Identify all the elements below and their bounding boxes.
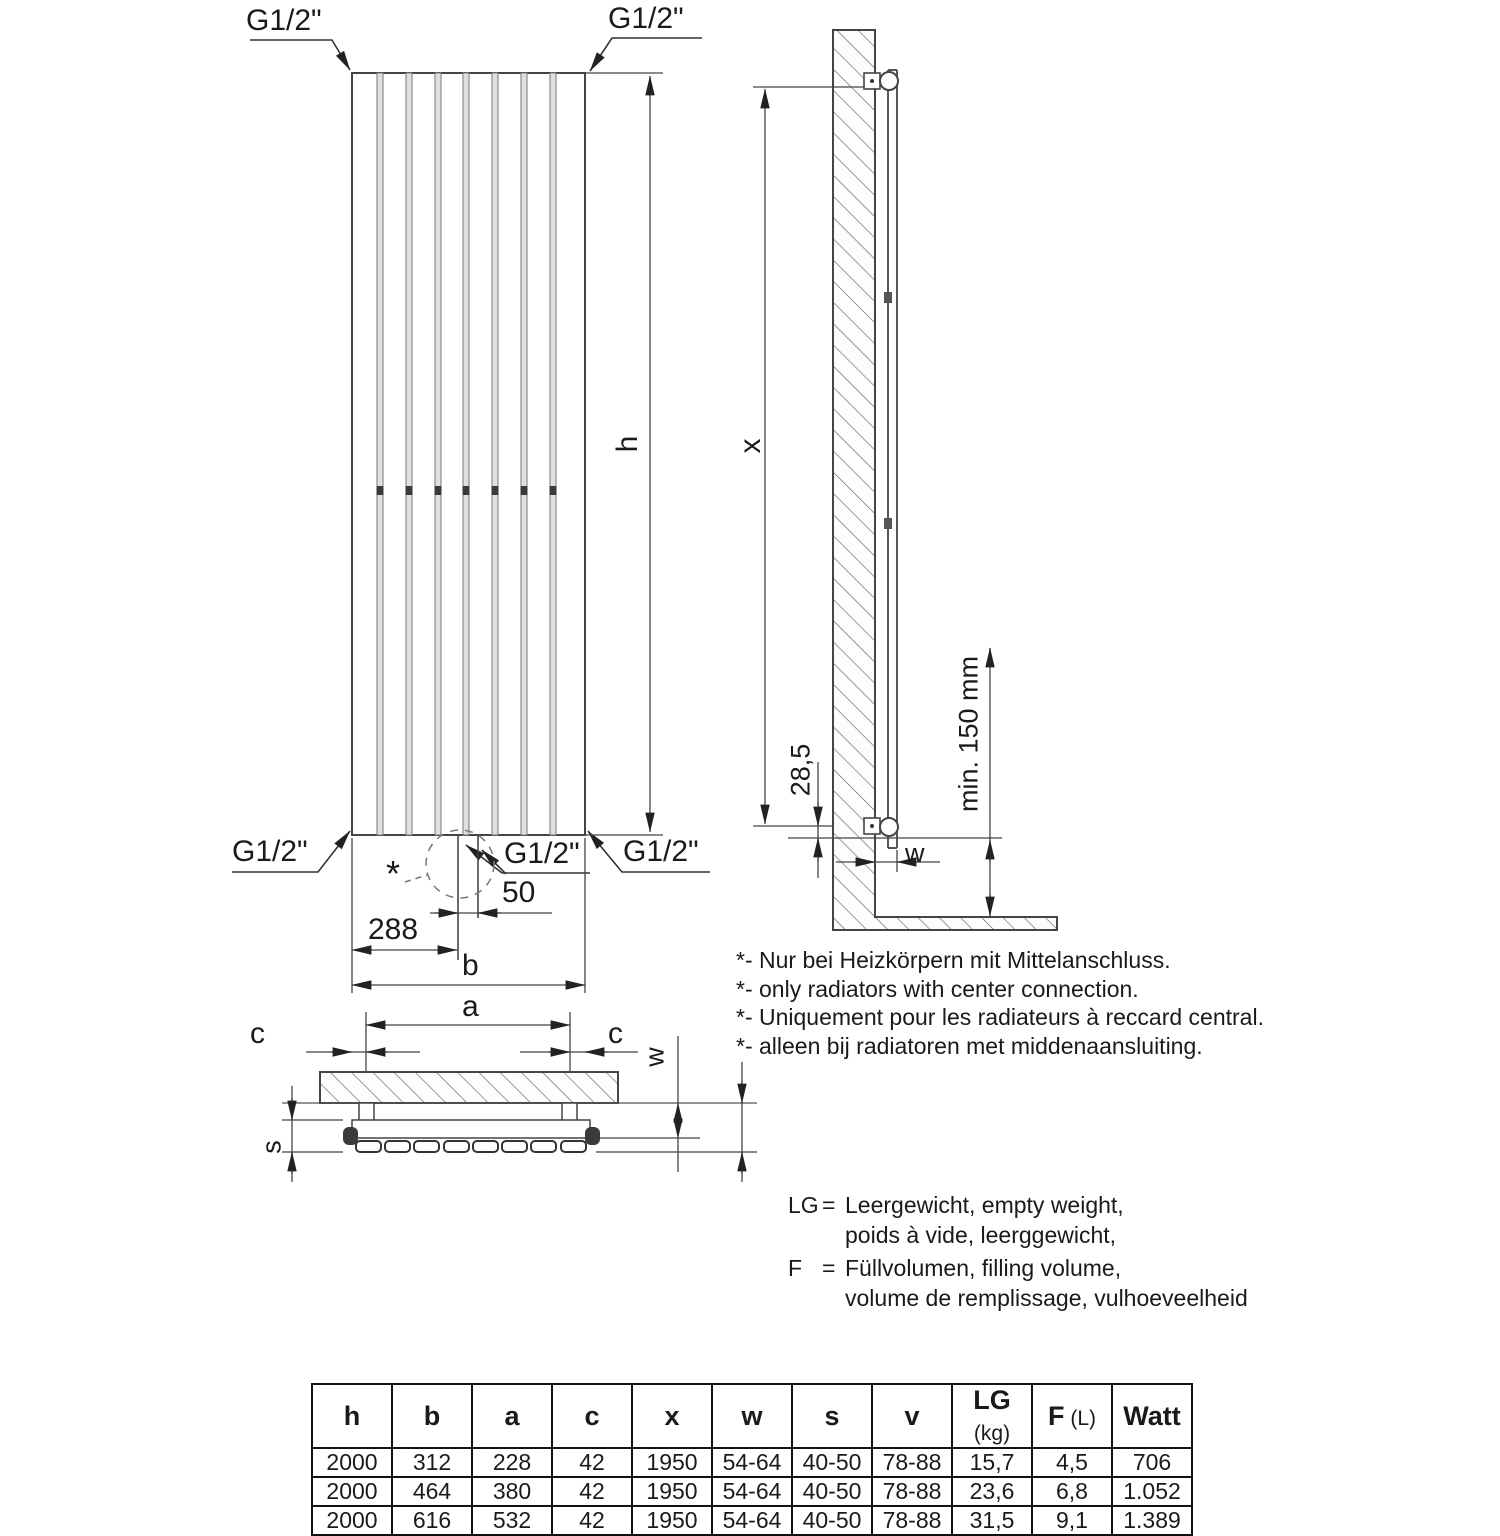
table-header-cell: s [792, 1384, 872, 1448]
connection-notes [736, 946, 1264, 1060]
table-cell: 312 [392, 1448, 472, 1477]
table-cell: 40-50 [792, 1477, 872, 1506]
legend-definition: Leergewicht, empty weight, [845, 1192, 1124, 1218]
table-header-cell: LG (kg) [952, 1384, 1032, 1448]
table-header-cell: w [712, 1384, 792, 1448]
thread-label-bottom-left: G1/2" [232, 835, 308, 868]
table-cell: 464 [392, 1477, 472, 1506]
wall-and-floor [833, 30, 1057, 930]
table-row [312, 1506, 1192, 1535]
table-cell: 1950 [632, 1506, 712, 1535]
table-header-cell: c [552, 1384, 632, 1448]
legend-definition: Füllvolumen, filling volume, [845, 1255, 1122, 1281]
table-header-cell: h [312, 1384, 392, 1448]
dim-x-label: x [734, 438, 767, 454]
table-cell: 54-64 [712, 1506, 792, 1535]
table-cell: 532 [472, 1506, 552, 1535]
table-cell: 6,8 [1032, 1477, 1112, 1506]
legend-definition: volume de remplissage, vulhoeveelheid [845, 1285, 1248, 1311]
dim-c-right-label: c [608, 1017, 623, 1050]
table-cell: 54-64 [712, 1477, 792, 1506]
table-header-cell: Watt [1112, 1384, 1192, 1448]
legend-term: F [788, 1255, 803, 1281]
table-cell: 228 [472, 1448, 552, 1477]
table-cell: 42 [552, 1448, 632, 1477]
table-cell: 15,7 [952, 1448, 1032, 1477]
thread-label-top-right: G1/2" [608, 2, 684, 35]
legend-equals: = [822, 1192, 836, 1218]
center-connection [405, 830, 494, 960]
radiator-profile [343, 1120, 600, 1152]
wall-section [320, 1072, 618, 1103]
table-cell: 2000 [312, 1506, 392, 1535]
dim-min150-label: min. 150 mm [953, 655, 984, 813]
dim-c-left-label: c [250, 1017, 265, 1050]
note-line: *- only radiators with center connection. [736, 975, 1139, 1002]
dim-a-label: a [462, 990, 479, 1023]
dim-50-label: 50 [502, 876, 536, 909]
table-cell: 42 [552, 1477, 632, 1506]
table-cell: 1.389 [1112, 1506, 1192, 1535]
radiator-side-profile [884, 70, 897, 848]
table-cell: 31,5 [952, 1506, 1032, 1535]
legend-term: LG [788, 1192, 819, 1218]
table-row [312, 1477, 1192, 1506]
dim-a-lines [366, 1012, 570, 1124]
table-cell: 2000 [312, 1477, 392, 1506]
thread-label-bottom-center: G1/2" [504, 837, 580, 870]
spec-table-head [312, 1384, 1192, 1448]
dim-h-lines [585, 73, 663, 835]
table-cell: 4,5 [1032, 1448, 1112, 1477]
table-cell: 40-50 [792, 1448, 872, 1477]
legend-definition: poids à vide, leerggewicht, [845, 1222, 1117, 1248]
table-cell: 1950 [632, 1477, 712, 1506]
dim-288-label: 288 [368, 913, 419, 946]
center-connection-circle [426, 830, 494, 898]
table-cell: 1950 [632, 1448, 712, 1477]
table-cell: 23,6 [952, 1477, 1032, 1506]
section-view [282, 1036, 757, 1182]
table-cell: 40-50 [792, 1506, 872, 1535]
legend-item-f [788, 1257, 1248, 1310]
table-header-cell: v [872, 1384, 952, 1448]
thread-label-bottom-right: G1/2" [623, 835, 699, 868]
table-row [312, 1448, 1192, 1477]
table-cell: 78-88 [872, 1448, 952, 1477]
note-line: *- Uniquement pour les radiateurs à reccard central. [736, 1004, 1264, 1030]
legend-item-lg [788, 1194, 1248, 1247]
table-header-cell: b [392, 1384, 472, 1448]
table-cell: 78-88 [872, 1477, 952, 1506]
table-header-cell: F (L) [1032, 1384, 1112, 1448]
dim-28-5-label: 28,5 [785, 743, 816, 797]
spec-table [311, 1383, 1193, 1536]
table-cell: 380 [472, 1477, 552, 1506]
note-line: *- alleen bij radiatoren met middenaansluiting. [736, 1032, 1203, 1059]
table-cell: 1.052 [1112, 1477, 1192, 1506]
dim-w-section-label: w [639, 1047, 670, 1067]
table-cell: 54-64 [712, 1448, 792, 1477]
legend-equals: = [822, 1255, 836, 1281]
note-line: *- Nur bei Heizkörpern mit Mittelanschluss. [736, 947, 1171, 973]
dim-h-label: h [611, 435, 644, 453]
dim-s-label: s [256, 1140, 287, 1154]
table-header-cell: a [472, 1384, 552, 1448]
table-cell: 616 [392, 1506, 472, 1535]
dim-b-label: b [462, 949, 479, 982]
table-header-cell: x [632, 1384, 712, 1448]
table-cell: 78-88 [872, 1506, 952, 1535]
center-connection-asterisk: * [386, 853, 401, 894]
thread-label-top-left: G1/2" [246, 4, 322, 37]
dim-w-side-label: w [905, 838, 925, 868]
table-cell: 706 [1112, 1448, 1192, 1477]
table-cell: 42 [552, 1506, 632, 1535]
table-cell: 2000 [312, 1448, 392, 1477]
spec-table-body [312, 1448, 1192, 1535]
table-cell: 9,1 [1032, 1506, 1112, 1535]
abbreviation-legend [788, 1194, 1248, 1320]
